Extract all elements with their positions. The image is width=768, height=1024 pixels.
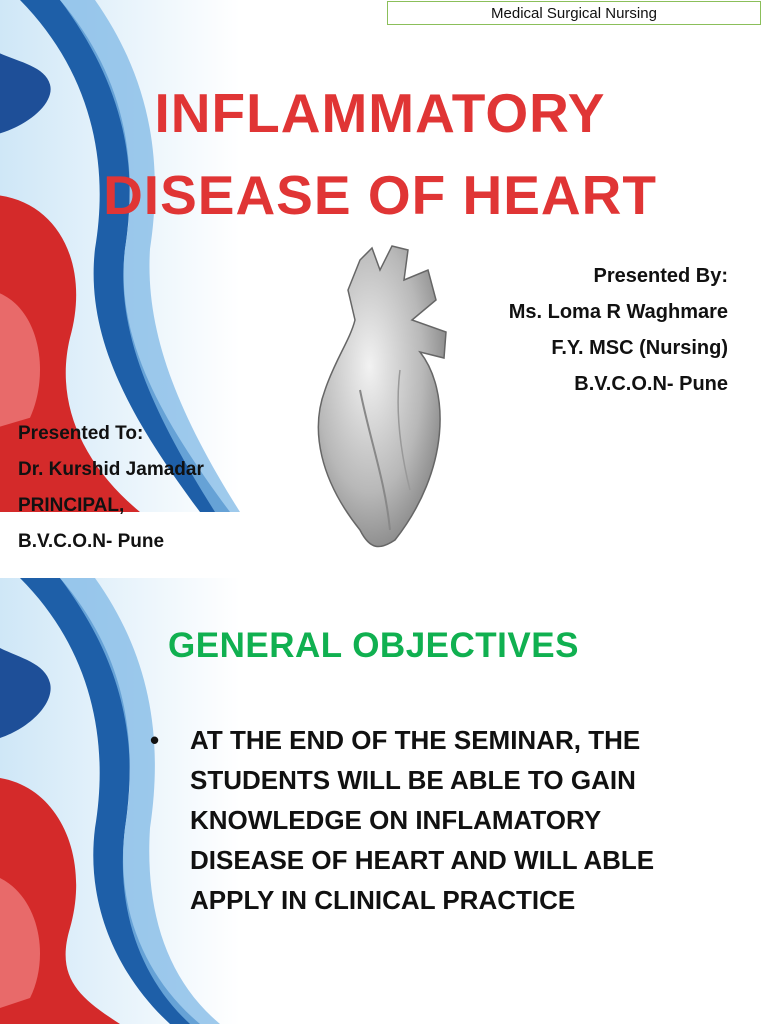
objectives-slide — [0, 578, 768, 1024]
objectives-heading: GENERAL OBJECTIVES — [168, 626, 579, 665]
slide-title — [90, 72, 670, 236]
objective-line-5: APPLY IN CLINICAL PRACTICE — [190, 885, 576, 915]
objective-bullet — [150, 720, 710, 920]
recipient-name: Dr. Kurshid Jamadar — [18, 459, 204, 480]
course-header-box: Medical Surgical Nursing — [387, 1, 761, 25]
presenter-course: F.Y. MSC (Nursing) — [551, 337, 728, 359]
heart-illustration — [300, 240, 470, 555]
title-line-2: DISEASE OF HEART — [103, 164, 657, 226]
presented-by-label: Presented By: — [593, 265, 728, 287]
objective-line-4: DISEASE OF HEART AND WILL ABLE — [190, 845, 655, 875]
recipient-college: B.V.C.O.N- Pune — [18, 531, 165, 552]
presenter-info — [509, 258, 728, 402]
objective-line-2: STUDENTS WILL BE ABLE TO GAIN — [190, 765, 636, 795]
presenter-name: Ms. Loma R Waghmare — [508, 301, 728, 323]
objective-line-3: KNOWLEDGE ON INFLAMATORY — [190, 805, 602, 835]
recipient-title: PRINCIPAL, — [18, 495, 125, 516]
presenter-college: B.V.C.O.N- Pune — [574, 373, 728, 395]
recipient-info — [18, 416, 204, 560]
presented-to-label: Presented To: — [18, 423, 144, 444]
objective-text — [190, 720, 710, 920]
title-line-1: INFLAMMATORY — [154, 82, 606, 144]
objective-line-1: AT THE END OF THE SEMINAR, THE — [190, 725, 641, 755]
bullet-icon: • — [150, 725, 160, 755]
